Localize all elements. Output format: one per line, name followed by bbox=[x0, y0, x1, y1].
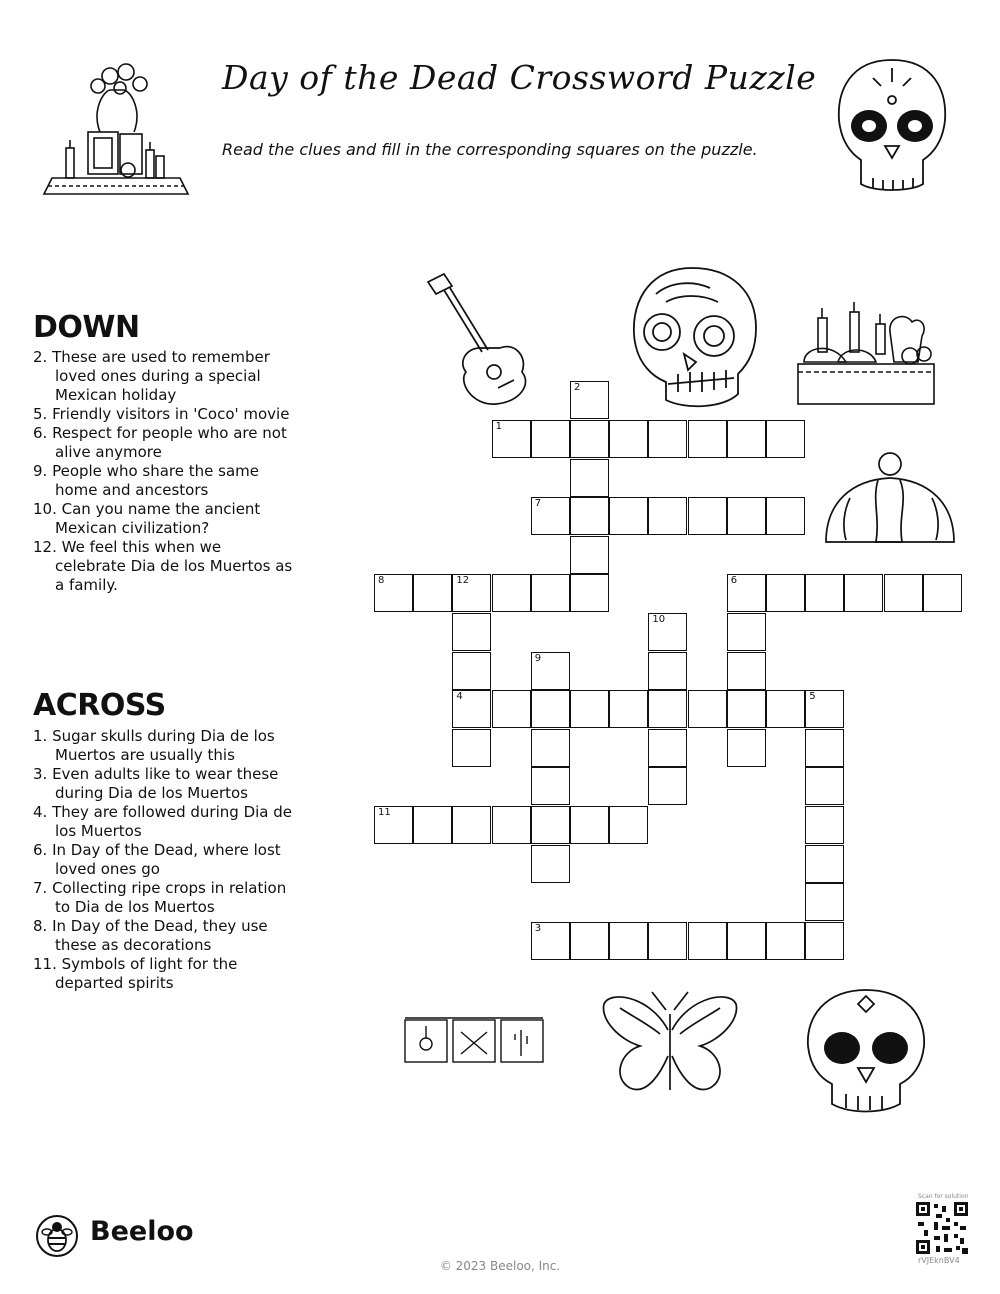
crossword-cell[interactable] bbox=[805, 806, 844, 844]
crossword-cell[interactable] bbox=[844, 574, 883, 612]
crossword-cell[interactable] bbox=[688, 690, 727, 728]
across-clue: 8. In Day of the Dead, they use these as decorations bbox=[33, 917, 268, 954]
crossword-cell[interactable] bbox=[452, 574, 491, 612]
pan-de-muerto-icon bbox=[820, 450, 960, 554]
crossword-cell[interactable] bbox=[531, 690, 570, 728]
cell-number: 11 bbox=[378, 807, 391, 818]
crossword-cell[interactable] bbox=[531, 767, 570, 805]
crossword-cell[interactable] bbox=[452, 652, 491, 690]
cell-number: 7 bbox=[534, 498, 542, 510]
crossword-cell[interactable] bbox=[452, 806, 491, 844]
crossword-cell[interactable] bbox=[492, 574, 531, 612]
crossword-cell[interactable] bbox=[492, 806, 531, 844]
crossword-cell[interactable] bbox=[805, 883, 844, 921]
sugar-skull-icon bbox=[626, 262, 762, 414]
cell-number: 9 bbox=[534, 652, 542, 664]
crossword-cell[interactable] bbox=[609, 806, 648, 844]
sugar-skull-icon bbox=[800, 986, 932, 1116]
crossword-cell[interactable] bbox=[452, 729, 491, 767]
crossword-cell[interactable] bbox=[648, 767, 687, 805]
crossword-cell[interactable] bbox=[570, 922, 609, 960]
altar-icon bbox=[42, 62, 192, 197]
sugar-skull-icon bbox=[833, 56, 951, 196]
crossword-cell[interactable] bbox=[570, 381, 609, 419]
crossword-cell[interactable] bbox=[413, 574, 452, 612]
scan-label: Scan for solution bbox=[918, 1193, 969, 1200]
cell-number: 1 bbox=[495, 421, 502, 432]
crossword-cell[interactable] bbox=[688, 922, 727, 960]
crossword-cell[interactable] bbox=[766, 497, 805, 535]
crossword-cell[interactable] bbox=[531, 420, 570, 458]
crossword-cell[interactable] bbox=[648, 690, 687, 728]
down-clue: 10. Can you name the ancient Mexican civilization? bbox=[33, 500, 261, 537]
page-subtitle: Read the clues and fill in the corresponding squares on the puzzle. bbox=[222, 140, 758, 159]
crossword-cell[interactable] bbox=[570, 690, 609, 728]
down-clue: 6. Respect for people who are not alive anymore bbox=[33, 424, 287, 461]
crossword-cell[interactable] bbox=[609, 922, 648, 960]
crossword-cell[interactable] bbox=[805, 922, 844, 960]
down-heading: DOWN bbox=[33, 310, 140, 345]
crossword-cell[interactable] bbox=[452, 690, 491, 728]
crossword-cell[interactable] bbox=[609, 420, 648, 458]
crossword-cell[interactable] bbox=[923, 574, 962, 612]
crossword-cell[interactable] bbox=[727, 729, 766, 767]
crossword-cell[interactable] bbox=[531, 729, 570, 767]
crossword-cell[interactable] bbox=[531, 497, 570, 535]
crossword-cell[interactable] bbox=[648, 497, 687, 535]
crossword-cell[interactable] bbox=[570, 420, 609, 458]
crossword-cell[interactable] bbox=[648, 420, 687, 458]
down-clue: 9. People who share the same home and ancestors bbox=[33, 462, 259, 499]
crossword-cell[interactable] bbox=[492, 420, 531, 458]
crossword-cell[interactable] bbox=[452, 613, 491, 651]
cell-number: 2 bbox=[574, 382, 581, 394]
crossword-cell[interactable] bbox=[727, 497, 766, 535]
across-heading: ACROSS bbox=[33, 688, 166, 723]
crossword-cell[interactable] bbox=[727, 690, 766, 728]
crossword-cell[interactable] bbox=[805, 690, 844, 728]
crossword-cell[interactable] bbox=[805, 729, 844, 767]
crossword-cell[interactable] bbox=[570, 806, 609, 844]
across-clue-list bbox=[33, 727, 293, 993]
cell-number: 5 bbox=[809, 691, 816, 703]
crossword-cell[interactable] bbox=[570, 497, 609, 535]
crossword-cell[interactable] bbox=[374, 574, 413, 612]
down-clue: 5. Friendly visitors in 'Coco' movie bbox=[33, 405, 290, 423]
page-title: Day of the Dead Crossword Puzzle bbox=[222, 58, 817, 97]
puzzle-code: rVJEknBV4 bbox=[918, 1256, 960, 1265]
across-clue: 7. Collecting ripe crops in relation to Dia de los Muertos bbox=[33, 879, 287, 916]
crossword-cell[interactable] bbox=[884, 574, 923, 612]
crossword-cell[interactable] bbox=[570, 536, 609, 574]
crossword-cell[interactable] bbox=[727, 652, 766, 690]
papel-picado-icon bbox=[403, 1016, 545, 1066]
crossword-cell[interactable] bbox=[766, 922, 805, 960]
cell-number: 4 bbox=[456, 691, 463, 703]
across-clue: 11. Symbols of light for the departed spirits bbox=[33, 955, 238, 992]
ofrenda-icon bbox=[794, 296, 938, 406]
crossword-cell[interactable] bbox=[531, 652, 570, 690]
crossword-cell[interactable] bbox=[727, 613, 766, 651]
cell-number: 10 bbox=[652, 614, 666, 625]
crossword-cell[interactable] bbox=[531, 845, 570, 883]
cell-number: 8 bbox=[378, 575, 385, 587]
cell-number: 6 bbox=[730, 575, 738, 587]
crossword-cell[interactable] bbox=[766, 574, 805, 612]
across-clue: 4. They are followed during Dia de los Muertos bbox=[33, 803, 292, 840]
crossword-cell[interactable] bbox=[531, 806, 570, 844]
crossword-cell[interactable] bbox=[727, 574, 766, 612]
crossword-cell[interactable] bbox=[648, 922, 687, 960]
crossword-cell[interactable] bbox=[727, 420, 766, 458]
crossword-cell[interactable] bbox=[766, 420, 805, 458]
crossword-cell[interactable] bbox=[609, 497, 648, 535]
across-clue: 6. In Day of the Dead, where lost loved ones go bbox=[33, 841, 281, 878]
crossword-cell[interactable] bbox=[648, 729, 687, 767]
crossword-cell[interactable] bbox=[766, 690, 805, 728]
crossword-cell[interactable] bbox=[727, 922, 766, 960]
cell-number: 12 bbox=[456, 575, 470, 587]
bee-logo-icon bbox=[35, 1214, 79, 1258]
crossword-cell[interactable] bbox=[805, 574, 844, 612]
down-clue: 2. These are used to remember loved ones during a special Mexican holiday bbox=[33, 348, 270, 404]
guitar-icon bbox=[422, 272, 537, 412]
crossword-cell[interactable] bbox=[688, 497, 727, 535]
crossword-cell[interactable] bbox=[570, 459, 609, 497]
crossword-cell[interactable] bbox=[374, 806, 413, 844]
down-clue: 12. We feel this when we celebrate Dia de los Muertos as a family. bbox=[33, 538, 293, 594]
crossword-cell[interactable] bbox=[570, 574, 609, 612]
across-clue: 3. Even adults like to wear these during Dia de los Muertos bbox=[33, 765, 279, 802]
copyright: © 2023 Beeloo, Inc. bbox=[439, 1259, 561, 1273]
butterfly-icon bbox=[600, 990, 740, 1102]
cell-number: 3 bbox=[534, 922, 542, 934]
crossword-cell[interactable] bbox=[413, 806, 452, 844]
crossword-cell[interactable] bbox=[492, 690, 531, 728]
across-clue: 1. Sugar skulls during Dia de los Muertos are usually this bbox=[33, 727, 275, 764]
crossword-cell[interactable] bbox=[688, 420, 727, 458]
crossword-cell[interactable] bbox=[531, 922, 570, 960]
brand-name: Beeloo bbox=[90, 1216, 194, 1247]
down-clue-list bbox=[33, 348, 293, 595]
crossword-cell[interactable] bbox=[648, 613, 687, 651]
crossword-cell[interactable] bbox=[648, 652, 687, 690]
crossword-cell[interactable] bbox=[805, 767, 844, 805]
crossword-cell[interactable] bbox=[609, 690, 648, 728]
qr-code-icon[interactable] bbox=[916, 1202, 968, 1254]
crossword-cell[interactable] bbox=[531, 574, 570, 612]
crossword-cell[interactable] bbox=[805, 845, 844, 883]
